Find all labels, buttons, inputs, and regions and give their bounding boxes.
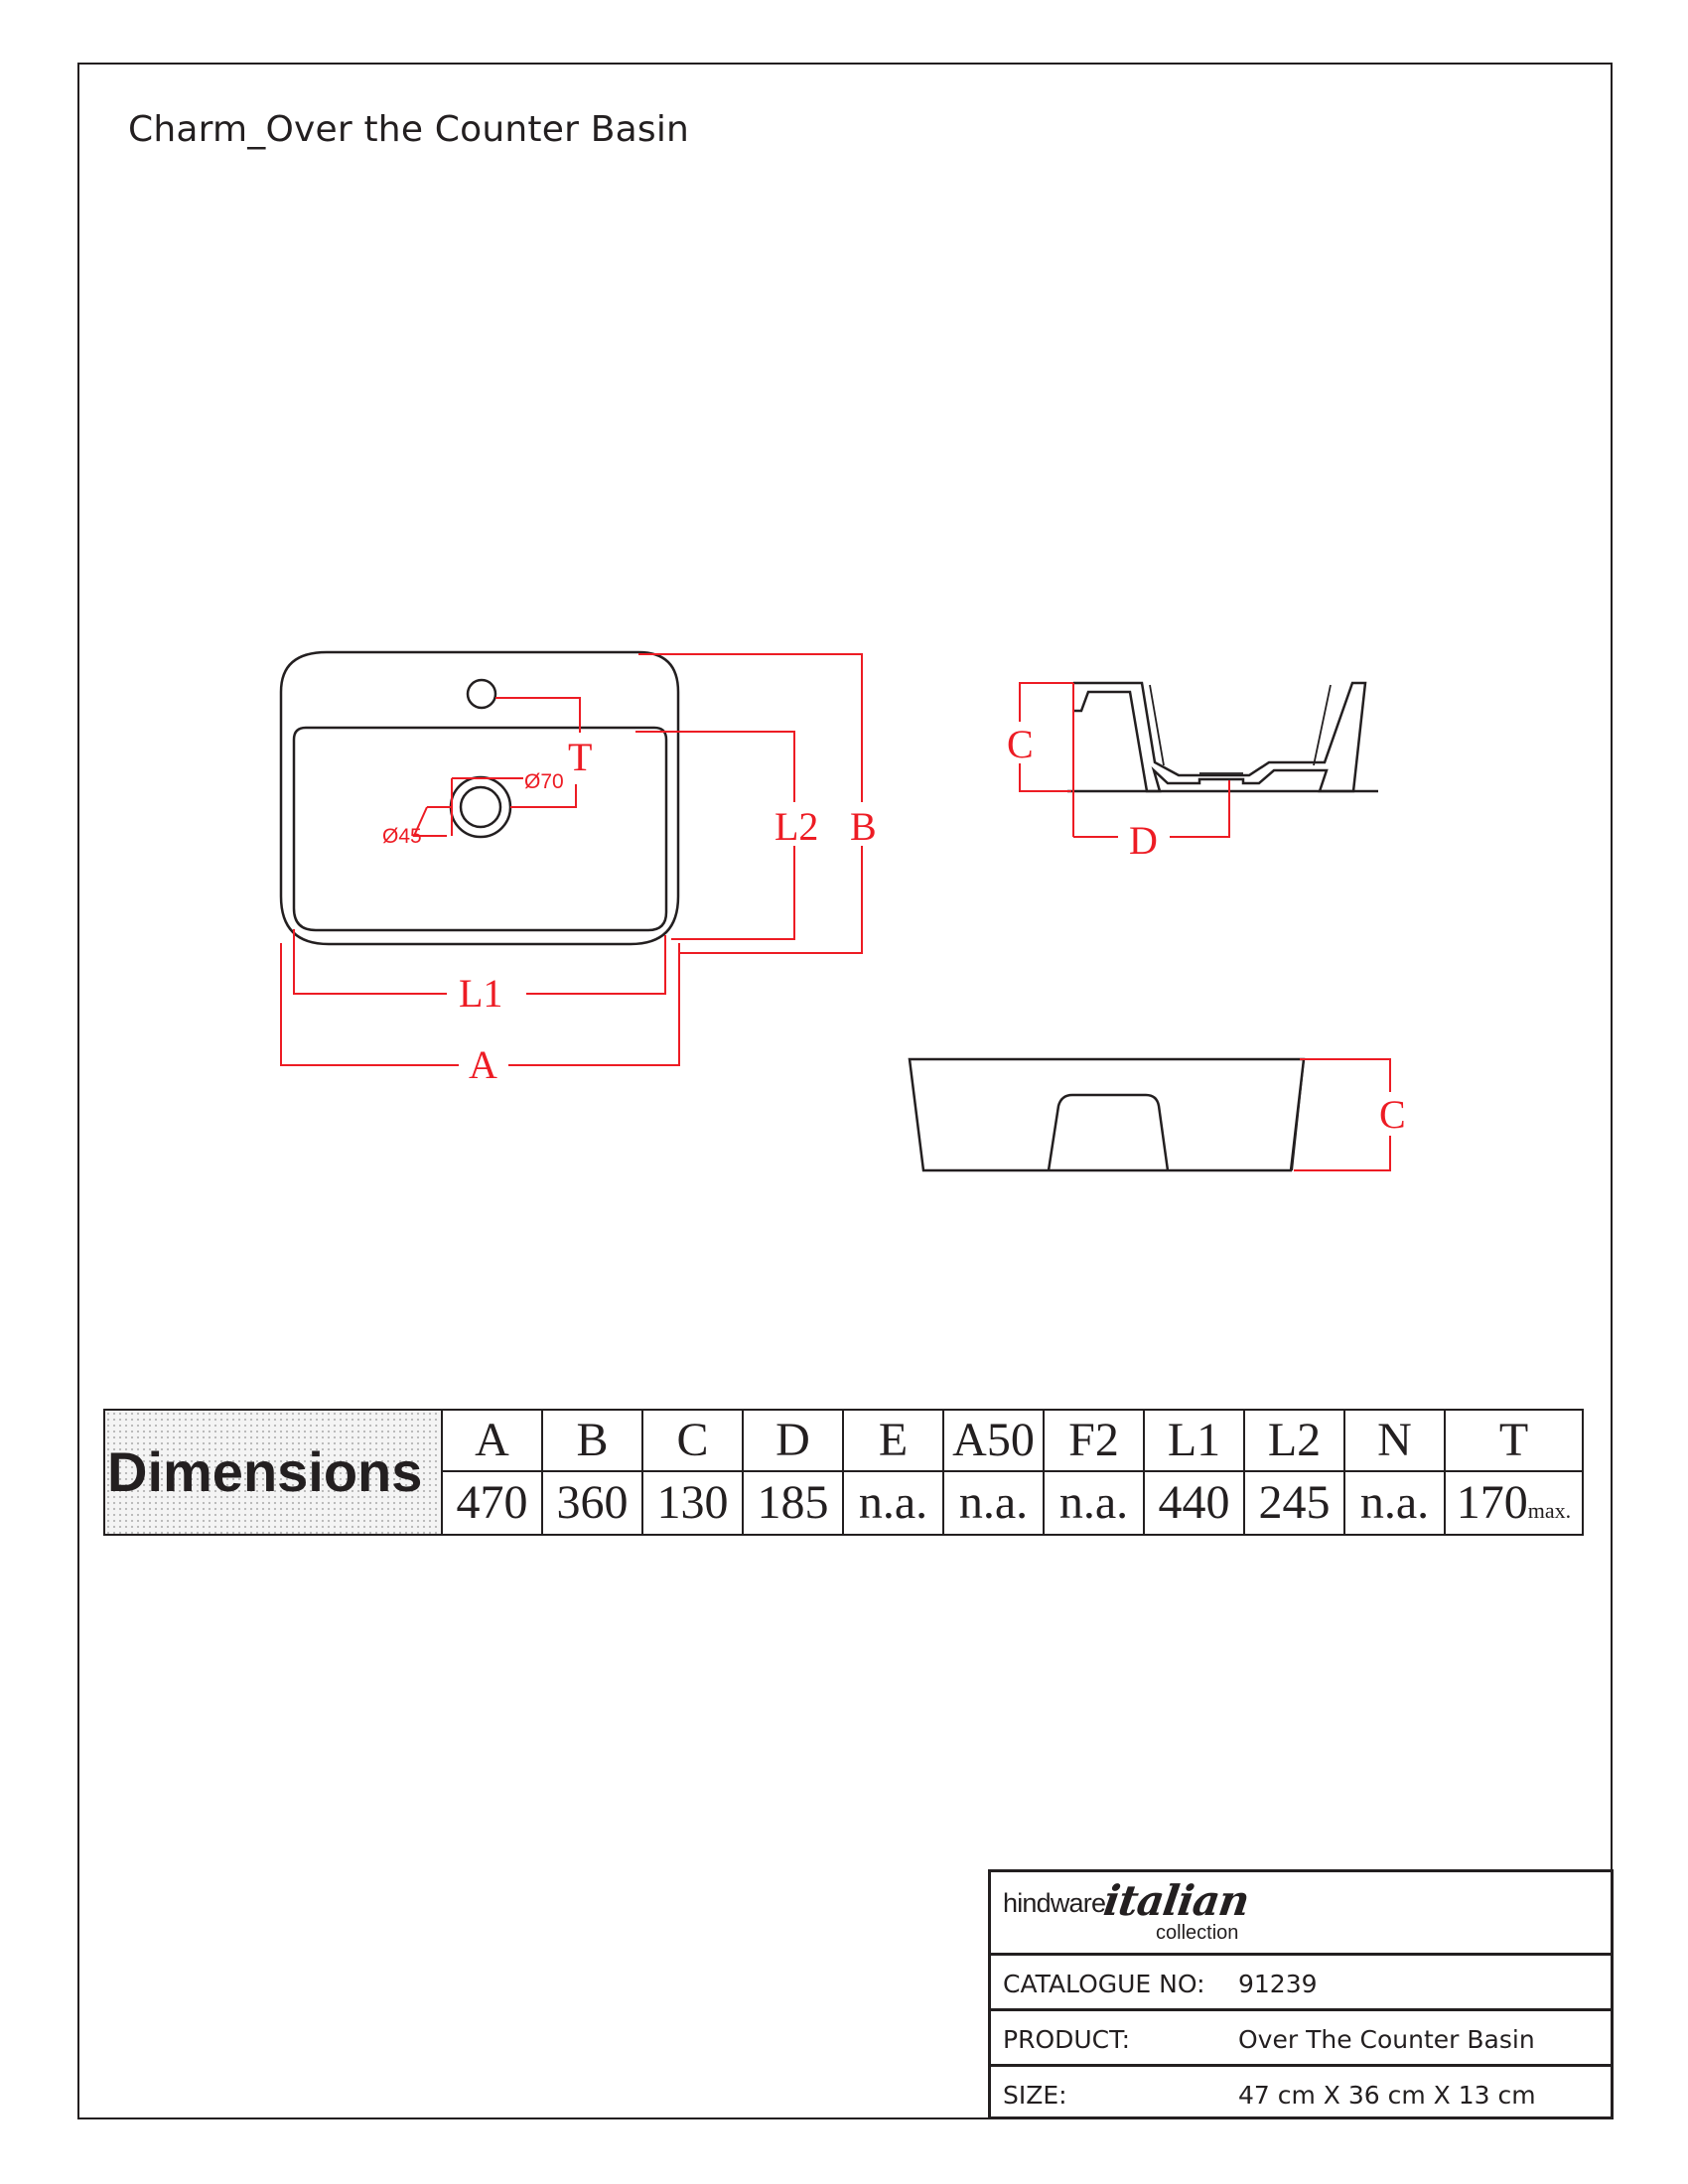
value-A50: n.a. (943, 1471, 1044, 1535)
product-row (991, 2011, 1611, 2067)
top-view-dimension-masks (447, 737, 880, 1088)
top-view-dimensions (281, 654, 862, 1065)
col-A: A (442, 1410, 542, 1471)
brand-logo (991, 1872, 1611, 1956)
col-L1: L1 (1144, 1410, 1244, 1471)
label-C-front: C (1379, 1092, 1406, 1137)
label-A: A (469, 1042, 497, 1087)
col-D: D (743, 1410, 843, 1471)
label-dia45: Ø45 (382, 825, 422, 848)
value-C: 130 (642, 1471, 743, 1535)
top-view (281, 652, 678, 944)
col-F2: F2 (1044, 1410, 1144, 1471)
label-B: B (850, 804, 877, 849)
front-elevation (910, 1059, 1304, 1170)
value-T-suffix: max. (1527, 1498, 1572, 1523)
col-A50: A50 (943, 1410, 1044, 1471)
product-label: PRODUCT: (1003, 2025, 1131, 2054)
col-E: E (843, 1410, 943, 1471)
basin-outline (281, 652, 678, 944)
value-D: 185 (743, 1471, 843, 1535)
col-B: B (542, 1410, 642, 1471)
size-value: 47 cm X 36 cm X 13 cm (1238, 2081, 1536, 2110)
label-T: T (568, 735, 593, 779)
size-row (991, 2067, 1611, 2122)
col-C: C (642, 1410, 743, 1471)
value-B: 360 (542, 1471, 642, 1535)
top-view-labels (382, 735, 877, 1087)
catalogue-row (991, 1956, 1611, 2011)
label-C-side: C (1007, 722, 1034, 766)
label-dia70: Ø70 (524, 770, 564, 793)
page-title: Charm_Over the Counter Basin (128, 109, 690, 150)
value-T (1445, 1471, 1583, 1535)
waste-inner (461, 787, 500, 827)
value-E: n.a. (843, 1471, 943, 1535)
label-D: D (1129, 818, 1158, 863)
label-L2: L2 (774, 804, 819, 849)
col-T: T (1445, 1410, 1583, 1471)
catalogue-label: CATALOGUE NO: (1003, 1970, 1205, 1998)
basin-bowl (294, 728, 666, 930)
value-N: n.a. (1344, 1471, 1445, 1535)
value-T-number: 170 (1456, 1476, 1528, 1529)
value-A: 470 (442, 1471, 542, 1535)
dimensions-table (103, 1409, 1584, 1536)
logo-brand-text: hindware (1003, 1888, 1106, 1918)
value-L2: 245 (1244, 1471, 1344, 1535)
col-N: N (1344, 1410, 1445, 1471)
size-label: SIZE: (1003, 2081, 1067, 2110)
value-F2: n.a. (1044, 1471, 1144, 1535)
dimensions-header-row (104, 1410, 1583, 1471)
logo-script-text: italian (1100, 1876, 1252, 1925)
logo-sub-text: collection (1156, 1922, 1239, 1944)
side-section-dimensions (1020, 683, 1229, 837)
dimensions-label: Dimensions (104, 1410, 442, 1535)
tap-hole (468, 680, 495, 708)
value-L1: 440 (1144, 1471, 1244, 1535)
title-block (988, 1869, 1614, 2119)
col-L2: L2 (1244, 1410, 1344, 1471)
label-L1: L1 (459, 971, 503, 1016)
catalogue-value: 91239 (1238, 1970, 1318, 1998)
product-value: Over The Counter Basin (1238, 2025, 1535, 2054)
side-section (1067, 683, 1378, 791)
